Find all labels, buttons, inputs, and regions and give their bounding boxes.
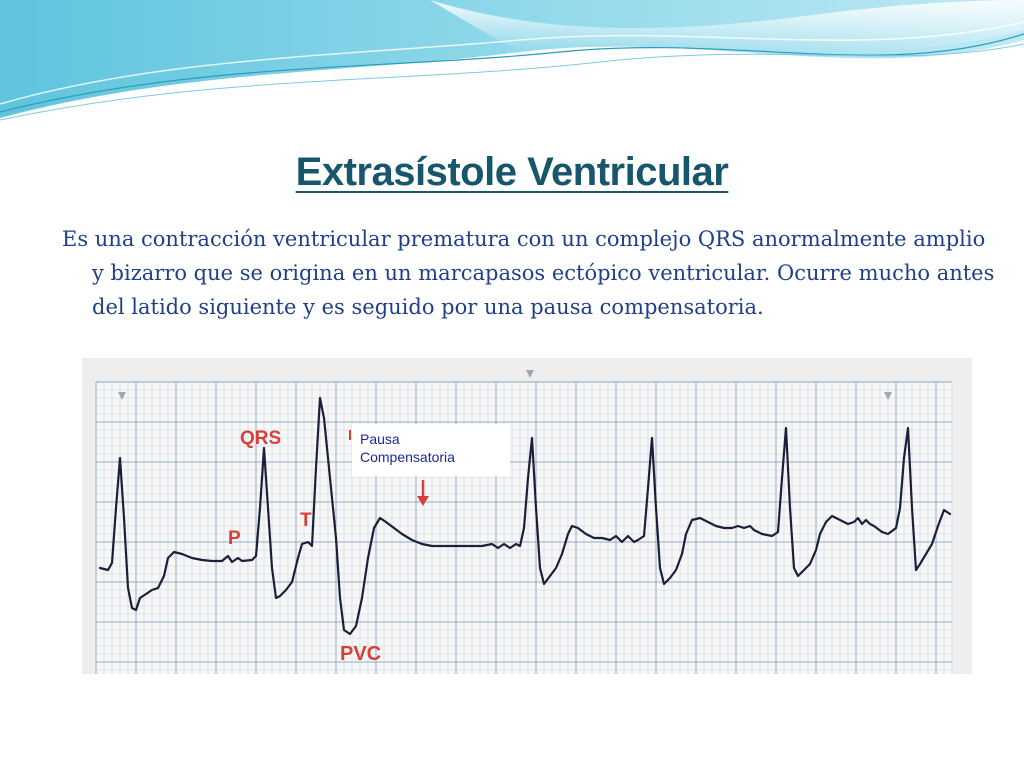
t-wave-label: T: [300, 510, 312, 531]
p-wave-label: P: [228, 528, 241, 549]
slide-title: [0, 150, 1024, 195]
pvc-label: PVC: [340, 643, 382, 665]
ecg-strip-svg: [82, 358, 972, 674]
body-paragraph: Es una contracción ventricular prematura con un complejo QRS anormalmente amplio y bizarro que se origina en un marcapasos ectópico ventricular. Ocurre mucho antes del latido siguiente y es seguido por una pausa compensatoria.: [62, 227, 995, 319]
wave-header-decoration: [0, 0, 1024, 130]
callout-line-2: Compensatoria: [360, 449, 455, 465]
callout-line-1: Pausa: [360, 431, 400, 447]
qrs-label: QRS: [240, 428, 282, 449]
ecg-strip: [82, 358, 972, 674]
pause-callout: [352, 424, 510, 476]
slide-title-text: Extrasístole Ventricular: [295, 150, 729, 194]
marker-triangle-2: [526, 370, 534, 378]
